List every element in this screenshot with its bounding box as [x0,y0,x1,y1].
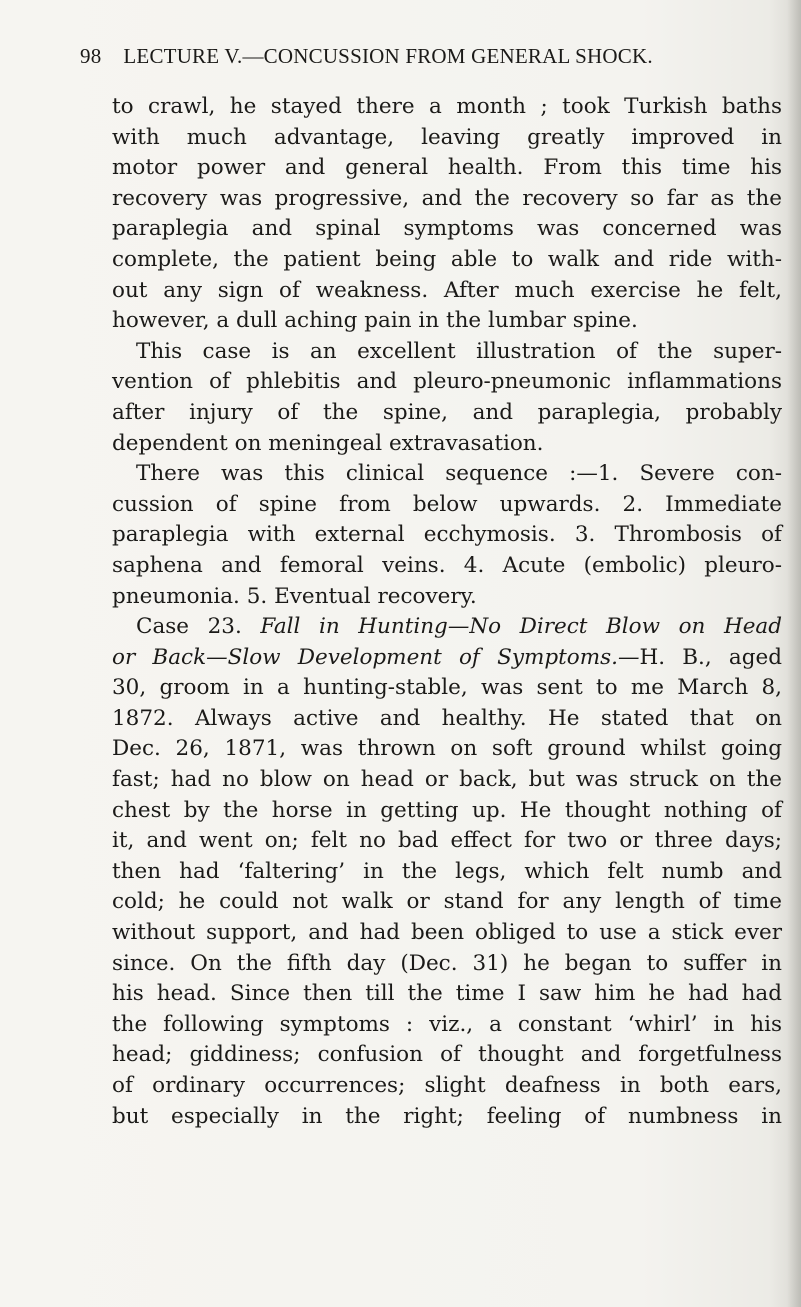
text-line: to crawl, he stayed there a month ; took Turkish baths [112,94,782,119]
text-line: motor power and general health. From this time his [112,155,782,181]
text-line: then had ‘faltering’ in the legs, which felt numb and [112,858,782,884]
text-line: cold; he could not walk or stand for any length of time [112,889,782,915]
text-line: There was this clinical sequence :—1. Severe con- [136,461,782,487]
text-line: his head. Since then till the time I saw him he had had [112,981,782,1007]
text-line: or Back—Slow Development of Symptoms.—H. B., aged [112,644,782,670]
body-text [112,92,782,1132]
text-line: fast; had no blow on head or back, but was struck on the [112,767,782,793]
page-edge-shadow [787,0,801,1307]
text-line: paraplegia and spinal symptoms was concerned was [112,216,782,242]
text-line: 1872. Always active and healthy. He stated that on [112,705,782,731]
running-head-title: LECTURE V.—CONCUSSION FROM GENERAL SHOCK. [123,44,653,68]
text-line: the following symptoms : viz., a constant ‘whirl’ in his [112,1011,782,1037]
text-line: with much advantage, leaving greatly improved in [112,124,782,150]
text-line: cussion of spine from below upwards. 2. Immediate [112,491,782,517]
text-line: This case is an excellent illustration of the super- [136,338,782,364]
text-line: Case 23. Fall in Hunting—No Direct Blow on Head [136,614,783,640]
text-line: chest by the horse in getting up. He thought nothing of [112,797,782,823]
text-line: vention of phlebitis and pleuro-pneumonic inflammations [112,369,782,395]
text-line: head; giddiness; confusion of thought and forgetfulness [112,1042,782,1068]
text-line: since. On the fifth day (Dec. 31) he began to suffer in [112,950,782,976]
text-line: it, and went on; felt no bad effect for two or three days; [112,828,782,854]
text-line: Dec. 26, 1871, was thrown on soft ground whilst going [112,736,782,762]
text-line: recovery was progressive, and the recovery so far as the [112,185,782,211]
text-line: complete, the patient being able to walk and ride with- [112,246,782,272]
text-line: out any sign of weakness. After much exercise he felt, [112,277,782,303]
text-line: dependent on meningeal extravasation. [112,430,544,456]
text-line: saphena and femoral veins. 4. Acute (embolic) pleuro- [112,552,782,578]
text-line: of ordinary occurrences; slight deafness in both ears, [112,1073,782,1098]
text-line: paraplegia with external ecchymosis. 3. Thrombosis of [112,522,782,548]
text-line: after injury of the spine, and paraplegia, probably [112,399,782,425]
running-head [80,44,730,69]
text-line: however, a dull aching pain in the lumbar spine. [112,308,638,334]
page-number: 98 [80,44,102,68]
text-line: 30, groom in a hunting-stable, was sent to me March 8, [112,675,782,701]
text-line: pneumonia. 5. Eventual recovery. [112,583,477,609]
text-line: but especially in the right; feeling of numbness in [112,1103,782,1129]
text-line: without support, and had been obliged to use a stick ever [112,920,782,946]
